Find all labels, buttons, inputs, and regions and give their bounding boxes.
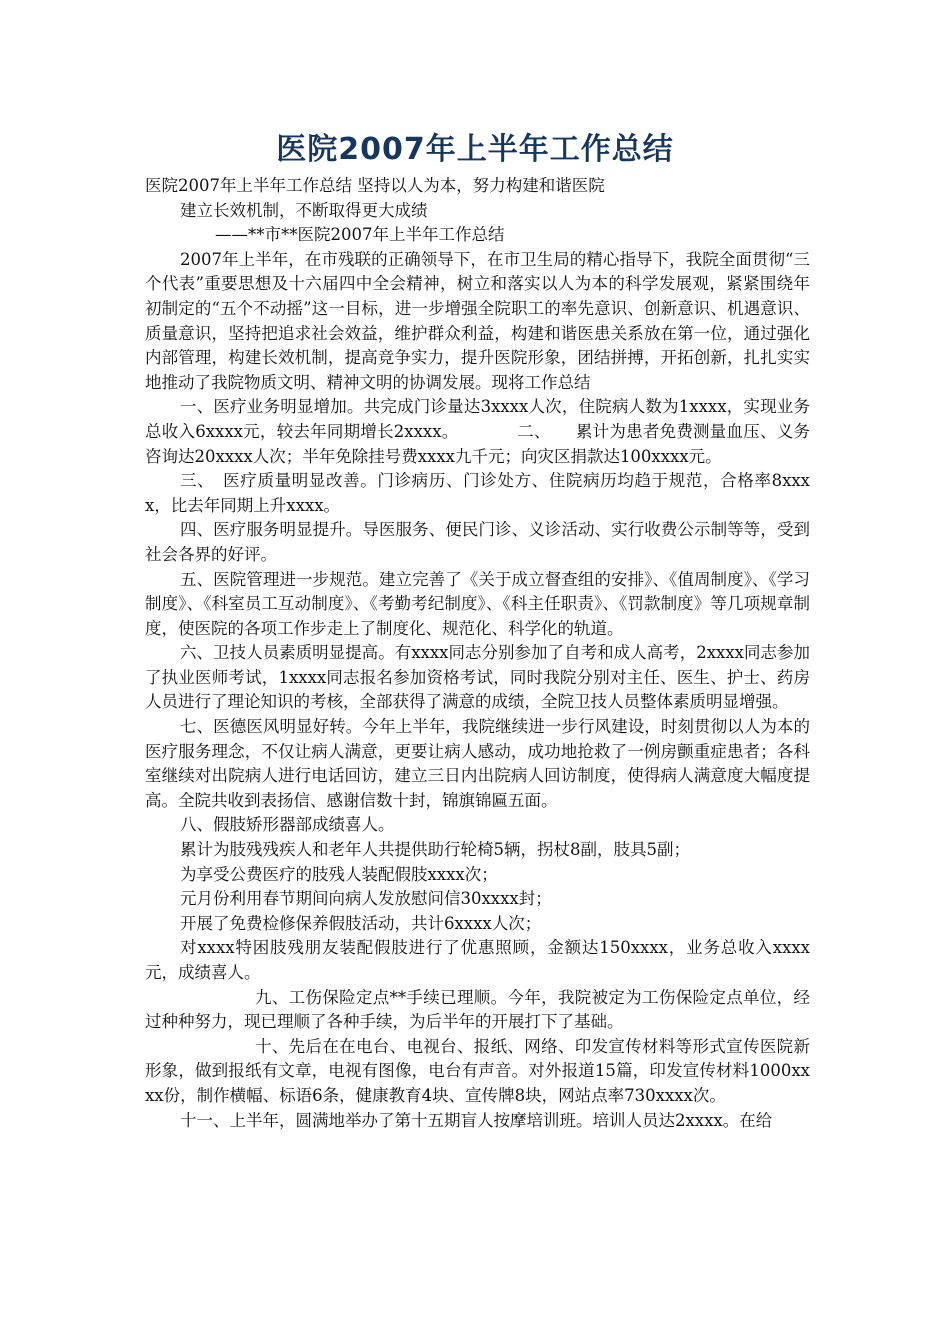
paragraph-1: 建立长效机制，不断取得更大成绩 [180, 200, 428, 220]
paragraph-13: 元月份利用春节期间向病人发放慰问信30xxxx封； [180, 889, 552, 909]
paragraph-7: 五、医院管理进一步规范。建立完善了《关于成立督查组的安排》、《值周制度》、《学习制度》、《科室员工互动制度》、《考勤考纪制度》、《科主任职责》、《罚款制度》等几项规章制度，使医院的各项工作步走上了制度化、规范化、科学化的轨道。 [145, 569, 810, 638]
paragraph-14: 开展了免费检修保养假肢活动，共计6xxxx人次； [180, 913, 542, 933]
paragraph-16: 九、工伤保险定点**手续已理顺。今年，我院被定为工伤保险定点单位，经过种种努力，现已理顺了各种手续，为后半年的开展打下了基础。 [145, 987, 810, 1032]
paragraph-0: 医院2007年上半年工作总结 坚持以人为本，努力构建和谐医院 [145, 176, 605, 195]
paragraph-6: 四、医疗服务明显提升。导医服务、便民门诊、义诊活动、实行收费公示制等等，受到社会各界的好评。 [145, 520, 810, 564]
paragraph-9: 七、医德医风明显好转。今年上半年，我院继续进一步行风建设，时刻贯彻以人为本的医疗服务理念，不仅让病人满意，更要让病人感动，成功地抢救了一例房颤重症患者；各科室继续对出院病人进行电话回访，建立三日内出院病人回访制度，使得病人满意度大幅度提高。全院共收到表扬信、感谢信数十封，锦旗锦匾五面。 [145, 717, 810, 810]
paragraph-2: ——**市**医院2007年上半年工作总结 [215, 225, 505, 245]
paragraph-11: 累计为肢残残疾人和老年人共提供助行轮椅5辆，拐杖8副，肢具5副； [180, 840, 690, 860]
paragraph-12: 为享受公费医疗的肢残人装配假肢xxxx次； [180, 864, 498, 884]
paragraph-17: 十、先后在在电台、电视台、报纸、网络、印发宣传材料等形式宣传医院新形象，做到报纸有文章，电视有图像，电台有声音。对外报道15篇，印发宣传材料1000xxxx份，制作横幅、标语6条，健康教育4块、宣传牌8块，网站点率730xxxx次。 [145, 1036, 810, 1105]
document-body [145, 174, 810, 1133]
paragraph-15: 对xxxx特困肢残朋友装配假肢进行了优惠照顾，金额达150xxxx，业务总收入xxxx元，成绩喜人。 [145, 938, 810, 982]
paragraph-3: 2007年上半年，在市残联的正确领导下，在市卫生局的精心指导下，我院全面贯彻“三个代表”重要思想及十六届四中全会精神，树立和落实以人为本的科学发展观，紧紧围绕年初制定的“五个不动摇”这一目标，进一步增强全院职工的率先意识、创新意识、机遇意识、质量意识，坚持把追求社会效益，维护群众利益，构建和谐医患关系放在第一位，通过强化内部管理，构建长效机制，提高竞争实力，提升医院形象，团结拼搏，开拓创新，扎扎实实地推动了我院物质文明、精神文明的协调发展。现将工作总结 [145, 249, 810, 392]
paragraph-8: 六、卫技人员素质明显提高。有xxxx同志分别参加了自考和成人高考，2xxxx同志参加了执业医师考试，1xxxx同志报名参加资格考试，同时我院分别对主任、医生、护士、药房人员进行了理论知识的考核，全部获得了满意的成绩，全院卫技人员整体素质明显增强。 [145, 643, 810, 712]
paragraph-18: 十一、上半年，圆满地举办了第十五期盲人按摩培训班。培训人员达2xxxx。在给 [180, 1110, 773, 1130]
paragraph-5: 三、 医疗质量明显改善。门诊病历、门诊处方、住院病历均趋于规范，合格率8xxxx，比去年同期上升xxxx。 [145, 471, 810, 515]
paragraph-10: 八、假肢矫形器部成绩喜人。 [180, 815, 395, 835]
document-title: 医院2007年上半年工作总结 [276, 132, 674, 167]
paragraph-4: 一、医疗业务明显增加。共完成门诊量达3xxxx人次，住院病人数为1xxxx，实现业务总收入6xxxx元，较去年同期增长2xxxx。 二、 累计为患者免费测量血压、义务咨询达20xxxx人次；半年免除挂号费xxxx九千元；向灾区捐款达100xxxx元。 [145, 397, 810, 466]
